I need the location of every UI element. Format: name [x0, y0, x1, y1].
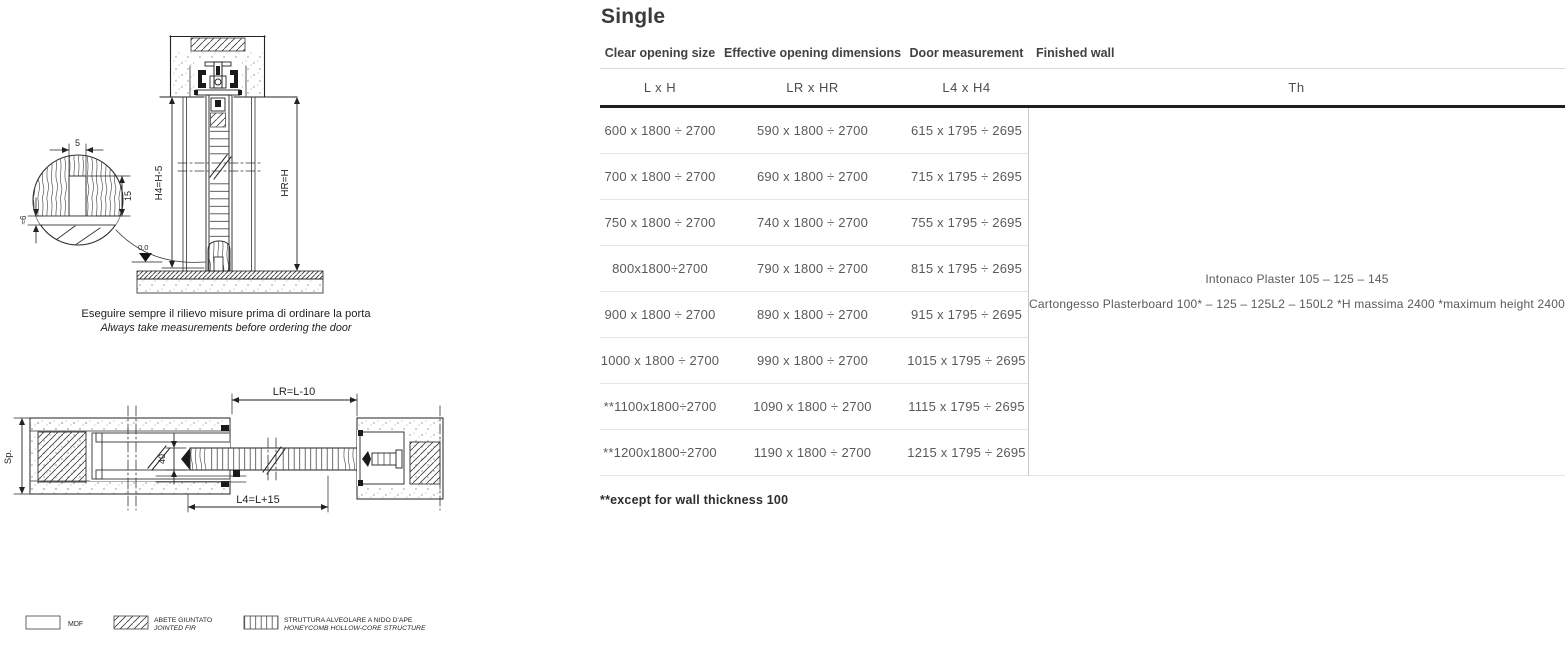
cell-effective-opening: 890 x 1800 ÷ 2700 — [756, 307, 868, 322]
dim-label-hr: HR=H — [280, 169, 291, 197]
finished-wall-plaster: Intonaco Plaster 105 – 125 – 145 — [1205, 272, 1389, 286]
dim-lr — [232, 386, 357, 416]
subheader-lrxhr: LR x HR — [786, 79, 839, 95]
col-header-clear-opening: Clear opening size — [604, 46, 716, 60]
dim-label-lr: LR=L-10 — [272, 386, 316, 398]
vertical-section-drawing — [19, 36, 371, 334]
legend-label-honeycomb-it: STRUTTURA ALVEOLARE A NIDO D'APE — [284, 617, 413, 624]
plan-section-drawing — [3, 386, 443, 512]
cell-effective-opening: 1090 x 1800 ÷ 2700 — [753, 399, 872, 414]
cell-effective-opening: 690 x 1800 ÷ 2700 — [756, 169, 868, 184]
legend-label-fir-it: ABETE GIUNTATO — [154, 617, 213, 624]
cell-effective-opening: 790 x 1800 ÷ 2700 — [756, 261, 868, 276]
cell-door-measurement: 815 x 1795 ÷ 2695 — [910, 261, 1022, 276]
table-row — [600, 292, 1028, 338]
cell-door-measurement: 1115 x 1795 ÷ 2695 — [908, 399, 1025, 414]
honeycomb-swatch — [244, 616, 278, 629]
dim-label-groove-depth: 15 — [123, 190, 133, 202]
table-row — [600, 384, 1028, 430]
dim-label-h4: H4=H-5 — [154, 165, 165, 201]
cell-clear-opening: 900 x 1800 ÷ 2700 — [604, 307, 716, 322]
cell-effective-opening: 1190 x 1800 ÷ 2700 — [753, 445, 872, 460]
cell-door-measurement: 915 x 1795 ÷ 2695 — [910, 307, 1022, 322]
spec-table-panel — [600, 0, 1565, 507]
dim-label-sp: Sp. — [3, 449, 14, 465]
cell-clear-opening: 700 x 1800 ÷ 2700 — [604, 169, 716, 184]
cell-effective-opening: 590 x 1800 ÷ 2700 — [756, 123, 868, 138]
cell-effective-opening: 990 x 1800 ÷ 2700 — [756, 353, 868, 368]
floor-level-label: 0.0 — [138, 243, 149, 252]
col-header-finished-wall: Finished wall — [1036, 46, 1115, 60]
cell-clear-opening: **1200x1800÷2700 — [603, 445, 717, 460]
dim-label-groove-width: 5 — [74, 138, 81, 148]
table-row — [600, 430, 1028, 476]
cell-door-measurement: 1215 x 1795 ÷ 2695 — [907, 445, 1026, 460]
cell-effective-opening: 740 x 1800 ÷ 2700 — [756, 215, 868, 230]
cell-clear-opening: 750 x 1800 ÷ 2700 — [604, 215, 716, 230]
dim-label-l4: L4=L+15 — [236, 494, 280, 506]
table-row — [600, 200, 1028, 246]
cell-clear-opening: 600 x 1800 ÷ 2700 — [604, 123, 716, 138]
legend-label-honeycomb-en: HONEYCOMB HOLLOW-CORE STRUCTURE — [284, 625, 426, 632]
table-row — [600, 338, 1028, 384]
dim-label-bottom-gap: ≈6 — [19, 215, 28, 225]
dim-sp — [3, 418, 30, 494]
table-row — [600, 246, 1028, 292]
table-header-row — [600, 38, 1565, 69]
table-footnote: **except for wall thickness 100 — [600, 493, 789, 507]
table-subheader-row — [600, 69, 1565, 108]
caption-italian: Eseguire sempre il rilievo misure prima di ordinare la porta — [81, 308, 371, 320]
legend-label-fir-en: JOINTED FIR — [154, 625, 196, 632]
dim-label-40: 40 — [157, 453, 167, 465]
col-header-door-measurement: Door measurement — [909, 46, 1024, 60]
jamb-section — [357, 406, 443, 510]
table-row — [600, 108, 1028, 154]
cell-door-measurement: 755 x 1795 ÷ 2695 — [910, 215, 1022, 230]
table-body — [600, 108, 1565, 476]
detail-circle — [19, 138, 205, 262]
door-panel-section — [178, 95, 262, 271]
subheader-lxh: L x H — [643, 79, 677, 95]
finished-wall-plasterboard: Cartongesso Plasterboard 100* – 125 – 125L2 – 150L2 *H massima 2400 *maximum height 2400 — [1029, 297, 1565, 311]
cell-clear-opening: **1100x1800÷2700 — [603, 399, 717, 414]
table-row — [600, 154, 1028, 200]
materials-legend — [26, 616, 426, 632]
dimension-rows — [600, 108, 1028, 476]
cell-door-measurement: 715 x 1795 ÷ 2695 — [910, 169, 1022, 184]
dim-hr — [280, 97, 300, 271]
subheader-l4xh4: L4 x H4 — [942, 79, 991, 95]
subheader-th: Th — [1288, 79, 1305, 95]
caption-english: Always take measurements before ordering the door — [100, 322, 352, 334]
jointed-fir-swatch — [114, 616, 148, 629]
cell-door-measurement: 1015 x 1795 ÷ 2695 — [907, 353, 1026, 368]
legend-label-mdf: MDF — [68, 621, 84, 628]
cell-clear-opening: 800x1800÷2700 — [612, 261, 708, 276]
mdf-swatch — [26, 616, 60, 629]
col-header-effective-opening: Effective opening dimensions — [723, 46, 902, 60]
cell-door-measurement: 615 x 1795 ÷ 2695 — [910, 123, 1022, 138]
page-title: Single — [601, 5, 666, 28]
dim-h4 — [154, 97, 204, 268]
finished-wall-cell — [1028, 108, 1565, 476]
track-assembly — [190, 60, 246, 96]
technical-drawing-panel — [0, 0, 600, 640]
cell-clear-opening: 1000 x 1800 ÷ 2700 — [600, 353, 720, 368]
door-section-drawing — [0, 0, 600, 640]
